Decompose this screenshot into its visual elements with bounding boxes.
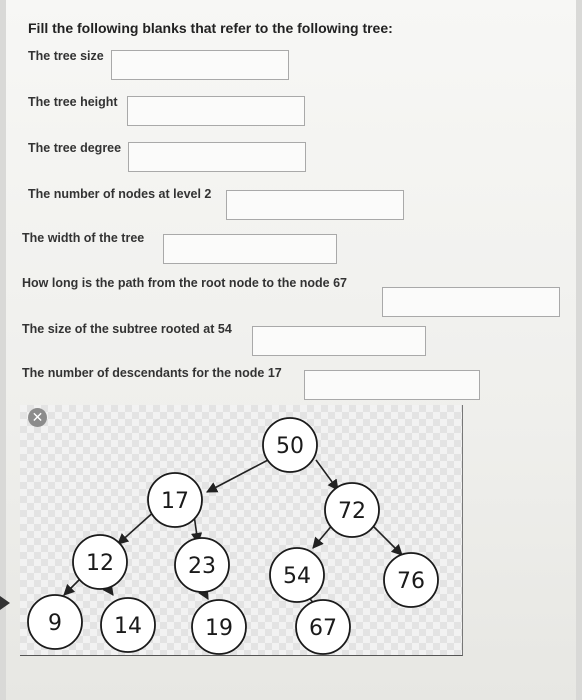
tree-width-input[interactable] <box>163 234 337 264</box>
tree-node-19 <box>192 600 246 654</box>
close-icon[interactable]: ✕ <box>28 408 47 427</box>
node-label-54: 54 <box>283 564 311 589</box>
subtree-size-54-input[interactable] <box>252 326 426 356</box>
tree-node-23 <box>175 538 229 592</box>
tree-node-14 <box>101 598 155 652</box>
tree-node-9 <box>28 595 82 649</box>
arrow-marker-icon <box>0 596 10 610</box>
tree-node-17 <box>148 473 202 527</box>
nodes-at-level-2-input[interactable] <box>226 190 404 220</box>
node-label-76: 76 <box>397 569 425 594</box>
node-label-72: 72 <box>338 499 366 524</box>
tree-height-input[interactable] <box>127 96 305 126</box>
page-title: Fill the following blanks that refer to the following tree: <box>28 20 393 36</box>
tree-diagram <box>20 405 462 655</box>
node-label-67: 67 <box>309 616 337 641</box>
question-label-tree-size: The tree size <box>28 49 104 63</box>
question-label-descendants-17: The number of descendants for the node 17 <box>22 366 282 380</box>
tree-size-input[interactable] <box>111 50 289 80</box>
node-label-14: 14 <box>114 614 142 639</box>
node-label-50: 50 <box>276 434 304 459</box>
edge-50-72 <box>316 460 338 490</box>
tree-node-67 <box>296 600 350 654</box>
tree-node-50 <box>263 418 317 472</box>
question-label-tree-width: The width of the tree <box>22 231 145 245</box>
node-label-12: 12 <box>86 551 114 576</box>
edge-50-17 <box>207 460 268 492</box>
question-label-subtree-size-54: The size of the subtree rooted at 54 <box>22 322 232 336</box>
question-label-path-root-to-67: How long is the path from the root node to the node 67 <box>22 276 347 290</box>
question-label-tree-height: The tree height <box>28 95 118 109</box>
tree-node-72 <box>325 483 379 537</box>
node-label-23: 23 <box>188 554 216 579</box>
path-root-to-67-input[interactable] <box>382 287 560 317</box>
node-label-9: 9 <box>48 611 62 636</box>
tree-node-12 <box>73 535 127 589</box>
question-label-tree-degree: The tree degree <box>28 141 122 155</box>
node-label-17: 17 <box>161 489 189 514</box>
node-label-19: 19 <box>205 616 233 641</box>
tree-degree-input[interactable] <box>128 142 306 172</box>
edge-72-76 <box>370 523 402 555</box>
descendants-17-input[interactable] <box>304 370 480 400</box>
tree-node-76 <box>384 553 438 607</box>
question-label-nodes-at-level-2: The number of nodes at level 2 <box>28 187 212 201</box>
tree-node-54 <box>270 548 324 602</box>
